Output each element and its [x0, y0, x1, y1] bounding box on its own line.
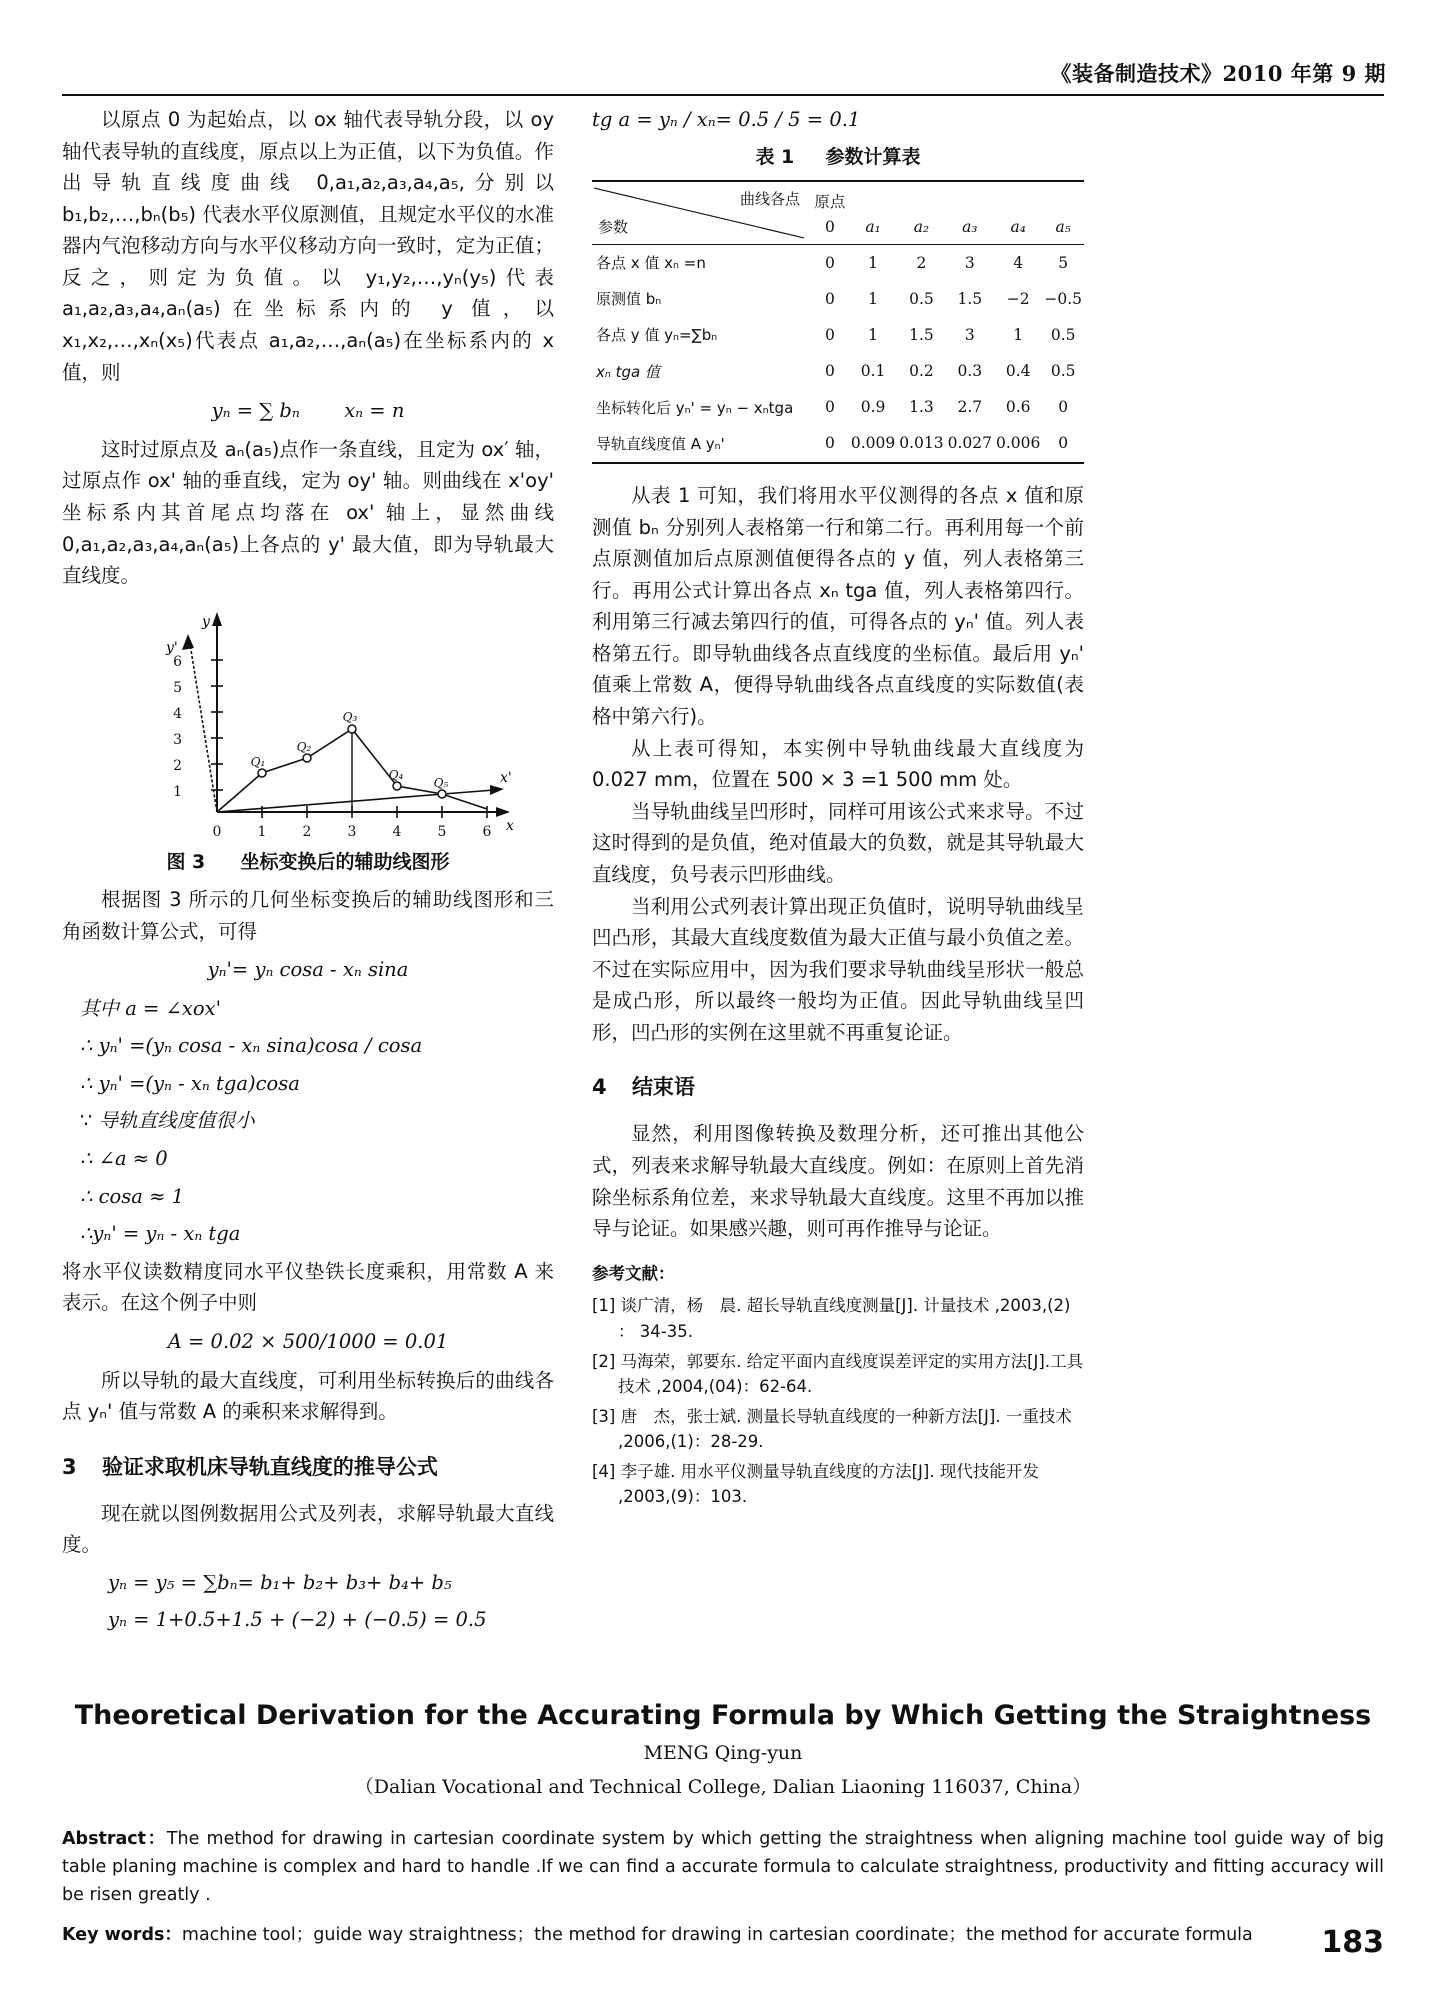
equation-7: ∴ ∠a ≈ 0 — [80, 1147, 168, 1171]
cell: 3 — [964, 253, 975, 272]
table-row — [592, 390, 1084, 426]
row-label-straightness: 导轨直线度值 A yₙ' — [596, 434, 725, 453]
cell: 0.5 — [1050, 326, 1076, 345]
section-4-number: 4 — [592, 1075, 607, 1100]
row-label-xtga: xₙ tga 值 — [596, 362, 660, 381]
cell: 0.009 — [850, 434, 896, 453]
cell: 0 — [824, 253, 835, 272]
svg-text:4: 4 — [173, 705, 182, 722]
parameter-table — [592, 180, 1084, 464]
table-caption-number: 表 1 — [755, 145, 795, 168]
corner-label-columns: 曲线各点 — [739, 190, 800, 209]
section-4-title: 结束语 — [631, 1075, 695, 1100]
table-col-a3: a₃ — [962, 218, 978, 237]
svg-text:1: 1 — [257, 823, 267, 836]
header-rule — [62, 94, 1384, 96]
reference-item: [4] 李子雄. 用水平仪测量导轨直线度的方法[J]. 现代技能开发 ,2003,(9)：103. — [592, 1461, 1039, 1507]
equation-12: yₙ = 1+0.5+1.5 + (−2) + (−0.5) = 0.5 — [108, 1608, 487, 1632]
cell: 0.5 — [909, 289, 934, 308]
point-label-q4: Q₄ — [388, 767, 404, 782]
cell: −0.5 — [1044, 289, 1082, 308]
cell: −2 — [1006, 289, 1030, 308]
left-para-3: 根据图 3 所示的几何坐标变换后的辅助线图形和三角函数计算公式，可得 — [62, 888, 554, 943]
row-label-b: 原测值 bₙ — [596, 290, 662, 309]
svg-text:x': x' — [500, 769, 512, 786]
right-column — [592, 104, 1084, 1514]
english-section — [62, 1700, 1384, 1949]
equation-top-right: tg a = yₙ / xₙ= 0.5 / 5 = 0.1 — [592, 108, 861, 131]
references-heading: 参考文献： — [592, 1263, 675, 1283]
cell: 0 — [824, 434, 835, 453]
row-label-y: 各点 y 值 yₙ=∑bₙ — [596, 326, 718, 345]
equation-9: ∴yₙ' = yₙ - xₙ tga — [80, 1222, 241, 1246]
equation-1-left: yₙ = ∑ bₙ — [211, 399, 300, 423]
cell: 0.4 — [1005, 362, 1031, 381]
section-3-title: 验证求取机床导轨直线度的推导公式 — [101, 1454, 438, 1479]
section-3-number: 3 — [62, 1454, 77, 1479]
coordinate-graph — [62, 606, 522, 836]
cell: 5 — [1058, 253, 1069, 272]
svg-text:3: 3 — [173, 731, 182, 748]
section-3-heading — [62, 1450, 554, 1484]
english-affiliation: （Dalian Vocational and Technical College, Dalian Liaoning 116037, China） — [354, 1776, 1092, 1799]
cell: 0 — [1058, 398, 1069, 417]
cell: 1.3 — [909, 398, 934, 417]
cell: 0.3 — [957, 362, 983, 381]
table-row — [592, 281, 1084, 317]
right-para-4: 当利用公式列表计算出现正负值时，说明导轨曲线呈凹凸形，其最大直线度数值为最大正值与最小负值之差。不过在实际应用中，因为我们要求导轨曲线呈形状一般总是成凸形，所以最终一般均为正值。因此导轨曲线呈凹形，凹凸形的实例在这里就不再重复论证。 — [592, 894, 1084, 1044]
table-corner-cell — [592, 181, 811, 245]
table-row — [592, 318, 1084, 354]
abstract-label: Abstract： — [62, 1829, 167, 1850]
table-row — [592, 426, 1084, 463]
cell: 0.006 — [995, 434, 1041, 453]
cell: 0 — [824, 362, 835, 381]
svg-text:1: 1 — [173, 783, 182, 800]
table-caption — [592, 142, 1084, 173]
equation-10: A = 0.02 × 500/1000 = 0.01 — [167, 1329, 449, 1353]
right-para-2: 从上表可得知，本实例中导轨曲线最大直线度为 0.027 mm，位置在 500 × 3 =1 500 mm 处。 — [592, 736, 1084, 792]
equation-5: ∴ yₙ' =(yₙ - xₙ tga)cosa — [80, 1071, 300, 1095]
english-keywords — [62, 1921, 1384, 1949]
cell: 0.6 — [1005, 398, 1031, 417]
equation-1-right: xₙ = n — [344, 399, 405, 423]
reference-item: [2] 马海荣，郭要东. 给定平面内直线度误差评定的实用方法[J].工具技术 ,2004,(04)：62-64. — [592, 1351, 1084, 1397]
cell: 2.7 — [957, 398, 983, 417]
equation-11: yₙ = y₅ = ∑bₙ= b₁+ b₂+ b₃+ b₄+ b₅ — [108, 1570, 452, 1594]
keywords-label: Key words： — [62, 1925, 182, 1946]
table-row — [592, 354, 1084, 390]
cell: 0.1 — [860, 362, 886, 381]
cell: 2 — [916, 253, 927, 272]
svg-text:6: 6 — [173, 653, 182, 670]
reference-item: [3] 唐 杰，张士斌. 测量长导轨直线度的一种新方法[J]. 一重技术 ,2006,(1)：28-29. — [592, 1406, 1072, 1452]
point-label-q3: Q₃ — [342, 709, 358, 724]
table-caption-text: 参数计算表 — [825, 145, 921, 168]
cell: 1 — [1013, 326, 1024, 345]
svg-text:x: x — [506, 817, 514, 834]
cell: 0.027 — [947, 434, 992, 453]
reference-item: [1] 谈广清，杨 晨. 超长导轨直线度测量[J]. 计量技术 ,2003,(2) ： 34-35. — [592, 1296, 1071, 1342]
cell: 0 — [824, 398, 835, 417]
cell: 1.5 — [957, 289, 983, 308]
table-body — [592, 245, 1084, 463]
row-label-transformed: 坐标转化后 yₙ' = yₙ − xₙtga — [596, 398, 794, 417]
cell: 1 — [868, 253, 878, 272]
svg-text:3: 3 — [347, 823, 357, 836]
table-head — [592, 181, 1084, 245]
left-para-2: 这时过原点及 aₙ(a₅)点作一条直线，且定为 ox′ 轴，过原点作 ox' 轴的垂直线，定为 oy' 轴。则曲线在 x'oy' 坐标系内其首尾点均落在 ox' 轴上，显然曲线 0,a₁,a₂,a₃,a₄,aₙ(a₅)上各点的 y' 最大值，即为导轨最大直线度。 — [62, 437, 554, 588]
table-col-a4: a₄ — [1010, 218, 1026, 237]
table-row — [592, 245, 1084, 282]
cell: 0 — [1058, 434, 1069, 453]
table-col-a1: a₁ — [865, 218, 881, 237]
point-label-q5: Q₅ — [433, 775, 449, 790]
left-para-4: 将水平仪读数精度同水平仪垫铁长度乘积，用常数 A 来表示。在这个例子中则 — [62, 1259, 554, 1315]
svg-text:y: y — [202, 613, 210, 630]
svg-text:2: 2 — [173, 757, 182, 774]
svg-text:4: 4 — [392, 823, 402, 836]
point-label-q1: Q₁ — [250, 754, 266, 769]
cell: 4 — [1013, 253, 1024, 272]
english-title: Theoretical Derivation for the Accurating Formula by Which Getting the Straightness — [74, 1700, 1372, 1731]
right-para-5: 显然，利用图像转换及数理分析，还可推出其他公式，列表来求解导轨最大直线度。例如：在原则上首先消除坐标系角位差，来求导轨最大直线度。这里不再加以推导与论证。如果感兴趣，则可再作推导与论证。 — [592, 1122, 1084, 1241]
cell: 1 — [868, 326, 878, 345]
equation-2: yₙ'= yₙ cosa - xₙ sina — [207, 958, 409, 982]
figure-3 — [62, 606, 554, 878]
left-para-5: 所以导轨的最大直线度，可利用坐标转换后的曲线各点 yₙ' 值与常数 A 的乘积来求解得到。 — [62, 1368, 554, 1424]
english-author: MENG Qing-yun — [643, 1742, 803, 1765]
left-para-1: 以原点 0 为起始点，以 ox 轴代表导轨分段，以 oy 轴代表导轨的直线度，原点以上为正值，以下为负值。作出导轨直线度曲线 0,a₁,a₂,a₃,a₄,a₅,分别以 b₁,b₂,…,bₙ(b₅) 代表水平仪原测值，且规定水平仪的水准器内气泡移动方向与水平仪移动方向一致时，定为正值；反之，则定为负值。以 y₁,y₂,…,yₙ(y₅)代表 a₁,a₂,a₃,a₄,aₙ(a₅)在坐标系内的 y 值，以 x₁,x₂,…,xₙ(x₅)代表点 a₁,a₂,…,aₙ(a₅)在坐标系内的 x 值，则 — [62, 108, 554, 384]
cell: 1 — [868, 289, 878, 308]
equation-6: ∵ 导轨直线度值很小 — [80, 1109, 255, 1133]
cell: 0.013 — [899, 434, 944, 453]
cell: 0.9 — [860, 398, 886, 417]
abstract-text: The method for drawing in cartesian coordinate system by which getting the straightness when aligning machine tool guide way of big table planing machine is complex and hard to handle .If we can find a accurate formula to calculate straightness, productivity and fitting accuracy will be risen greatly . — [62, 1829, 1385, 1906]
equation-1 — [62, 395, 554, 427]
corner-label-rows: 参数 — [598, 218, 629, 237]
cell: 0 — [824, 326, 835, 345]
svg-text:5: 5 — [437, 823, 447, 836]
cell: 0.5 — [1050, 362, 1076, 381]
point-label-q2: Q₂ — [296, 739, 312, 754]
svg-text:0: 0 — [212, 823, 222, 836]
figure-caption-text: 坐标变换后的辅助线图形 — [240, 851, 450, 874]
svg-text:5: 5 — [173, 679, 182, 696]
cell: 0.2 — [909, 362, 934, 381]
cell: 0 — [824, 289, 835, 308]
equation-8: ∴ cosa ≈ 1 — [80, 1184, 185, 1208]
table-col-origin: 原点 0 — [814, 193, 846, 237]
table-col-a2: a₂ — [913, 218, 930, 237]
cell: 1.5 — [909, 326, 934, 345]
english-abstract — [62, 1825, 1384, 1909]
svg-text:2: 2 — [302, 823, 312, 836]
keywords-text: machine tool；guide way straightness；the method for drawing in cartesian coordinate；the method for accurate formula — [181, 1925, 1253, 1946]
table-header-row — [592, 181, 1084, 245]
svg-text:6: 6 — [482, 823, 492, 836]
right-para-3: 当导轨曲线呈凹形时，同样可用该公式来求导。不过这时得到的是负值，绝对值最大的负数，就是其导轨最大直线度，负号表示凹形曲线。 — [592, 799, 1084, 886]
table-col-a5: a₅ — [1055, 218, 1071, 237]
right-para-1: 从表 1 可知，我们将用水平仪测得的各点 x 值和原测值 bₙ 分别列人表格第一行和第二行。再利用每一个前点原测值加后点原测值便得各点的 y 值，列人表格第三行。再用公式计算出各点 xₙ tga 值，列人表格第四行。利用第三行减去第四行的值，可得各点的 yₙ' 值。列人表格第五行。即导轨曲线各点直线度的坐标值。最后用 yₙ' 值乘上常数 A，便得导轨曲线各点直线度的实际数值(表格中第六行)。 — [592, 484, 1084, 729]
cell: 3 — [964, 326, 975, 345]
left-para-6: 现在就以图例数据用公式及列表，求解导轨最大直线度。 — [62, 1501, 554, 1557]
figure-caption — [62, 847, 554, 878]
figure-caption-number: 图 3 — [166, 851, 206, 874]
left-column — [62, 104, 554, 1642]
page-number: 183 — [1321, 1925, 1384, 1960]
section-4-heading — [592, 1070, 1084, 1104]
row-label-x: 各点 x 值 xₙ =n — [596, 254, 706, 273]
equation-4: ∴ yₙ' =(yₙ cosa - xₙ sina)cosa / cosa — [80, 1034, 423, 1058]
svg-text:y': y' — [166, 639, 178, 656]
page-header: 《装备制造技术》2010 年第 9 期 — [1050, 61, 1386, 86]
equation-3: 其中 a = ∠xox' — [80, 996, 221, 1020]
